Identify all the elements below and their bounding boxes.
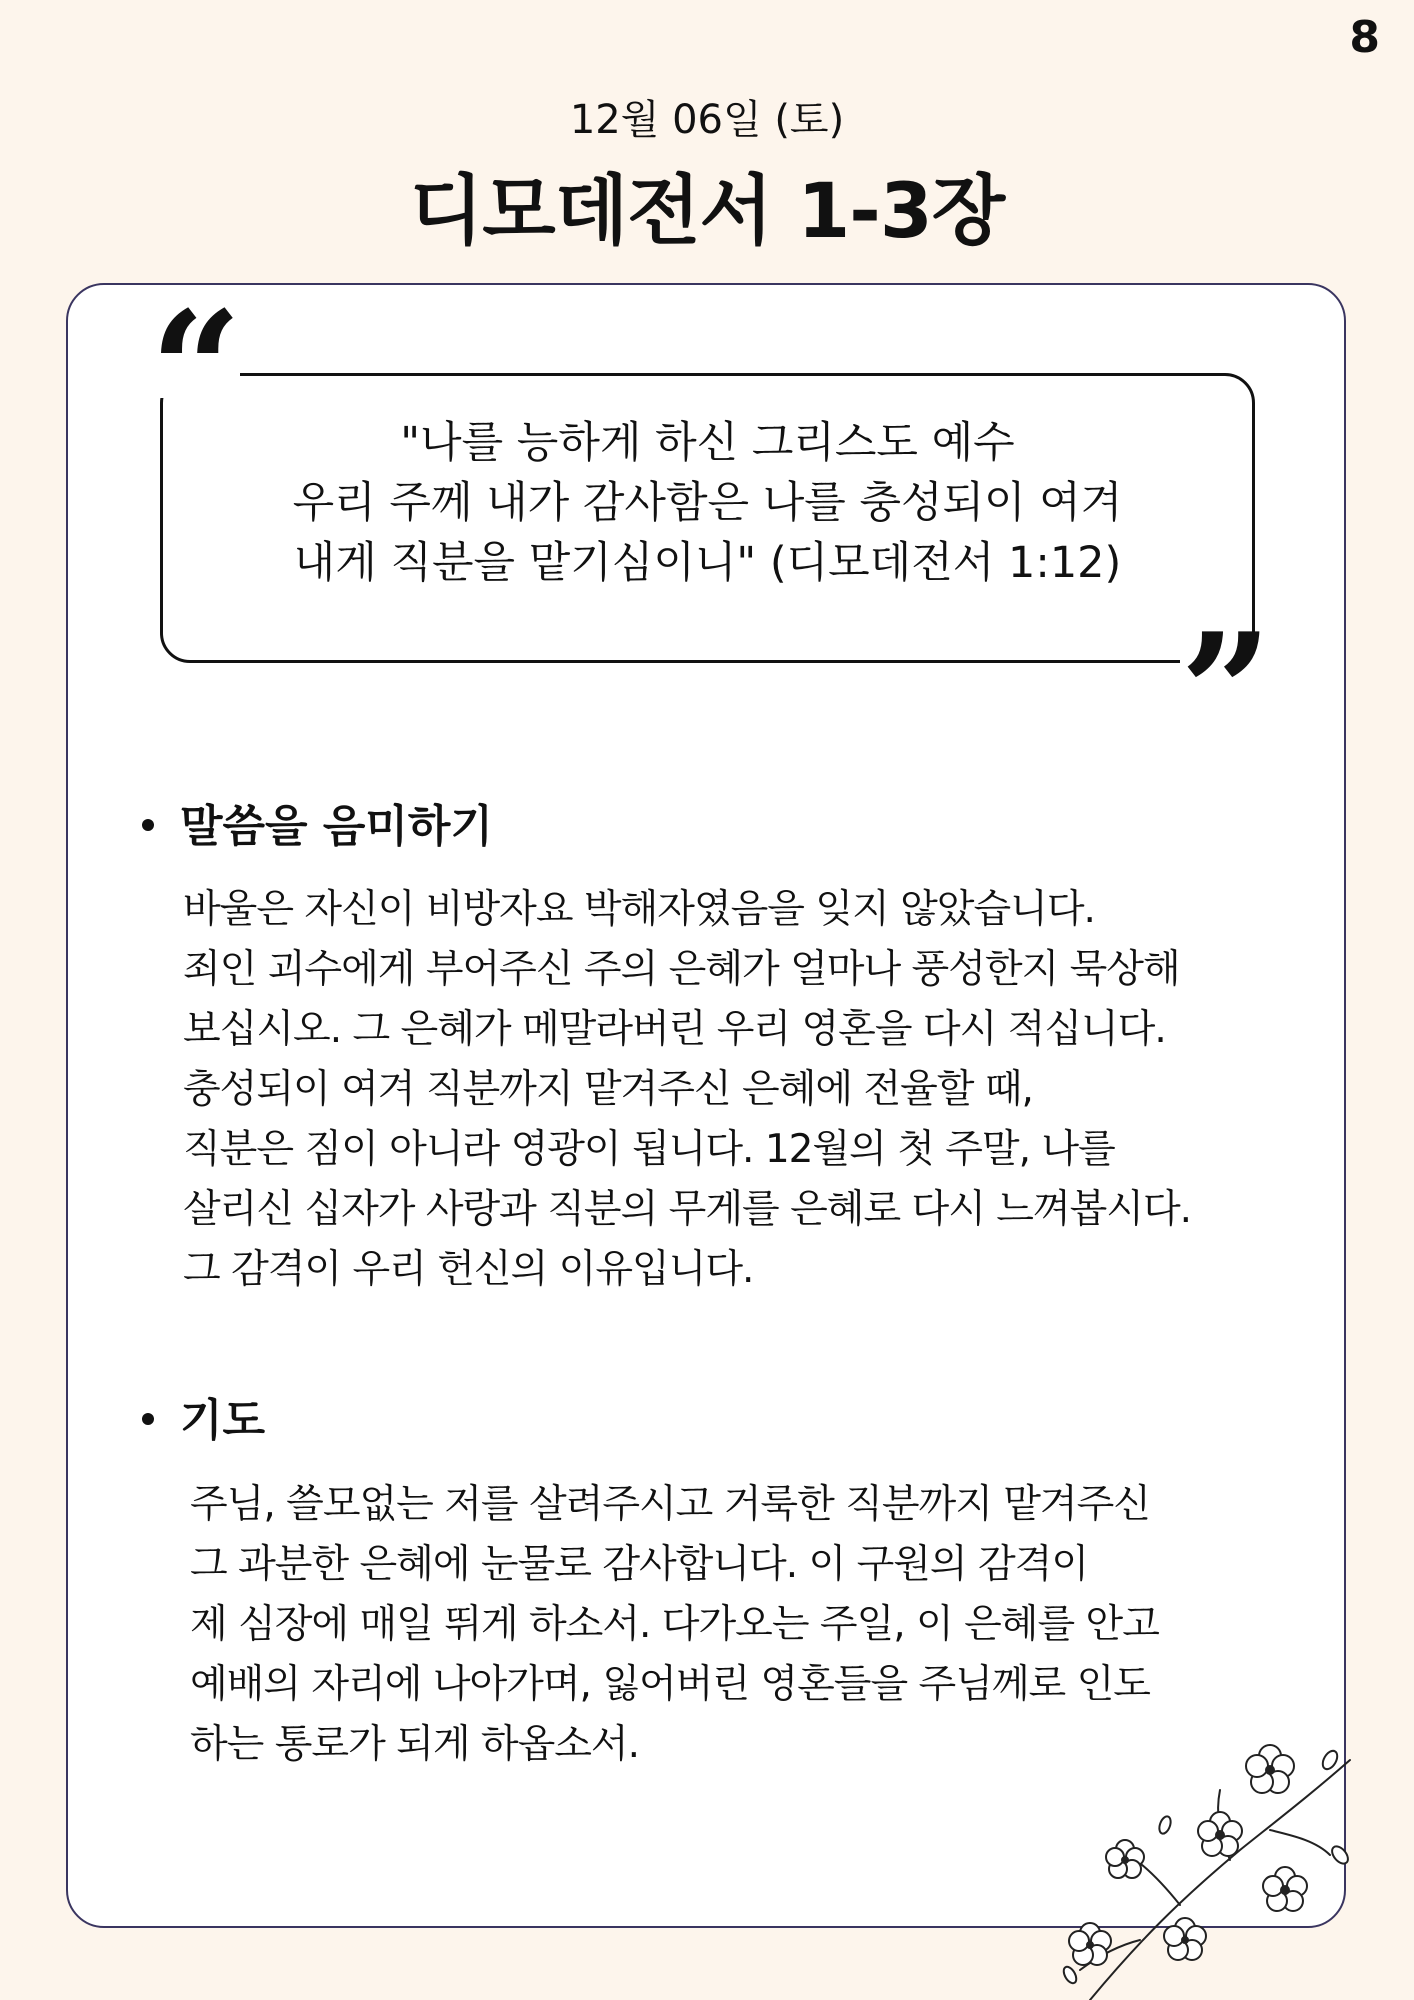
verse-text (160, 413, 1255, 593)
close-quote-icon: ” (1180, 598, 1273, 786)
page-title: 디모데전서 1-3장 (409, 166, 1005, 255)
meditation-line: 죄인 괴수에게 부어주신 주의 은혜가 얼마나 풍성한지 묵상해 (183, 947, 1180, 992)
prayer-heading (142, 1384, 265, 1448)
verse-line: 우리 주께 내가 감사함은 나를 충성되이 여겨 (292, 478, 1123, 528)
meditation-heading-label: 말씀을 음미하기 (180, 801, 493, 852)
meditation-heading (142, 790, 493, 854)
open-quote-icon: “ (150, 276, 243, 464)
verse-line: "나를 능하게 하신 그리스도 예수 (400, 418, 1015, 468)
prayer-heading-label: 기도 (180, 1395, 266, 1446)
prayer-line: 예배의 자리에 나아가며, 잃어버린 영혼들을 주님께로 인도 (190, 1662, 1150, 1707)
verse-line: 내게 직분을 맡기심이니" (디모데전서 1:12) (293, 538, 1122, 588)
prayer-line: 제 심장에 매일 뛰게 하소서. 다가오는 주일, 이 은혜를 안고 (190, 1602, 1159, 1647)
meditation-line: 충성되이 여겨 직분까지 맡겨주신 은혜에 전율할 때, (183, 1067, 1033, 1112)
prayer-paragraph (190, 1475, 1159, 1775)
meditation-line: 보십시오. 그 은혜가 메말라버린 우리 영혼을 다시 적십니다. (183, 1007, 1166, 1052)
page-number: 8 (1349, 12, 1380, 63)
prayer-line: 하는 통로가 되게 하옵소서. (190, 1722, 640, 1767)
bullet-icon (142, 819, 154, 831)
date-heading: 12월 06일 (토) (569, 97, 845, 143)
meditation-paragraph (183, 880, 1191, 1300)
prayer-line: 그 과분한 은혜에 눈물로 감사합니다. 이 구원의 감격이 (190, 1542, 1089, 1587)
meditation-line: 직분은 짐이 아니라 영광이 됩니다. 12월의 첫 주말, 나를 (183, 1127, 1115, 1172)
bullet-icon (142, 1413, 154, 1425)
meditation-line: 바울은 자신이 비방자요 박해자였음을 잊지 않았습니다. (183, 887, 1095, 932)
cherry-blossom-branch-icon (1030, 1740, 1360, 2000)
prayer-line: 주님, 쓸모없는 저를 살려주시고 거룩한 직분까지 맡겨주신 (190, 1482, 1150, 1527)
meditation-line: 그 감격이 우리 헌신의 이유입니다. (183, 1247, 754, 1292)
meditation-line: 살리신 십자가 사랑과 직분의 무게를 은혜로 다시 느껴봅시다. (183, 1187, 1192, 1232)
